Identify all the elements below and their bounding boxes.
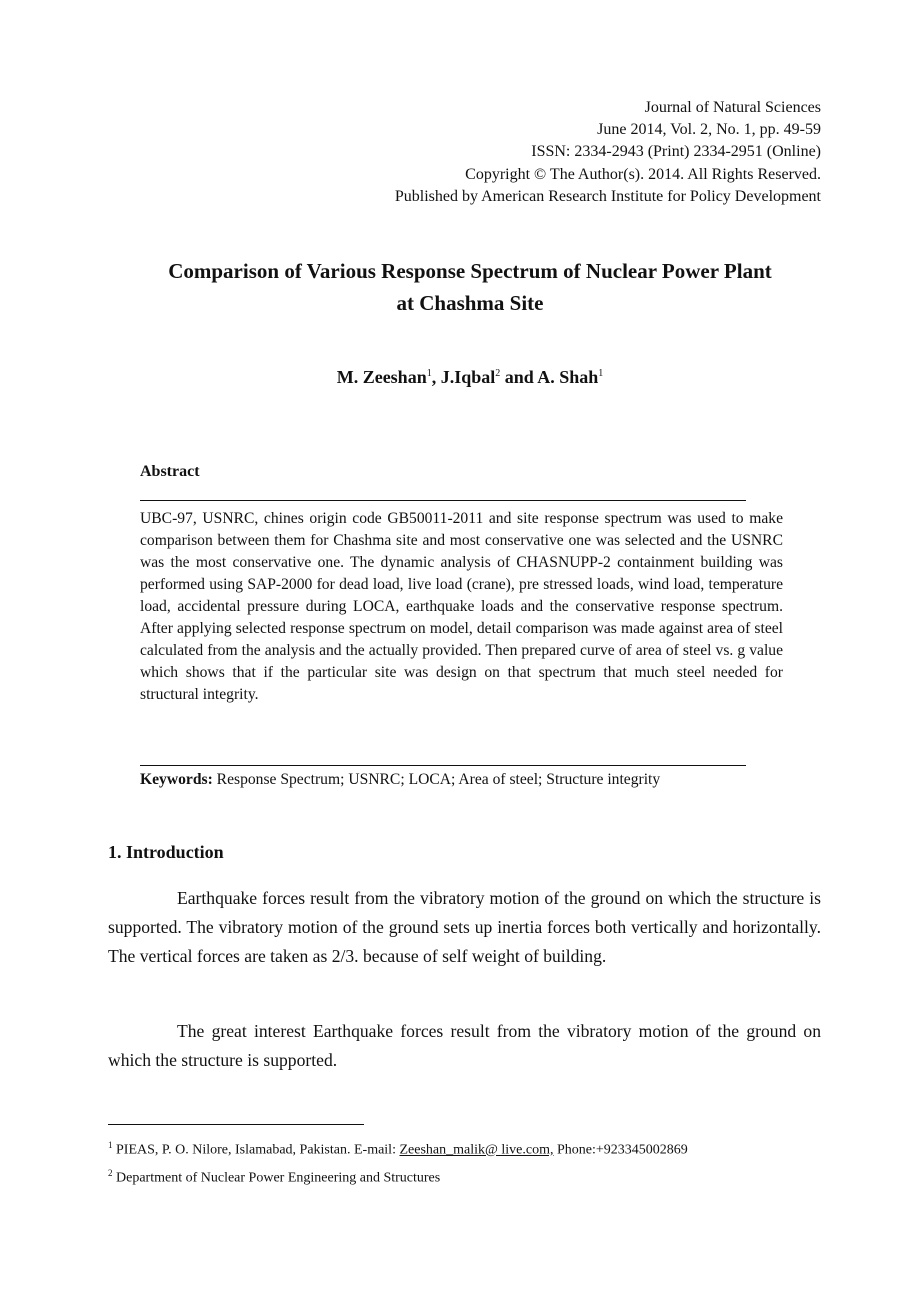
footnote-1-text: PIEAS, P. O. Nilore, Islamabad, Pakistan. E-mail: bbox=[112, 1142, 400, 1158]
author-list bbox=[60, 367, 880, 388]
keywords-label: Keywords: bbox=[140, 771, 213, 788]
footnote-marker: 1 bbox=[108, 1140, 113, 1150]
author-name: J.Iqbal bbox=[440, 367, 496, 387]
intro-paragraph-1: Earthquake forces result from the vibratory motion of the ground on which the structure is supported. The vibratory motion of the ground sets up inertia forces both vertically and horizontally. The vertical forces are taken as 2/3. because of self weight of building. bbox=[108, 888, 821, 966]
intro-paragraph-2: The great interest Earthquake forces result from the vibratory motion of the ground on which the structure is supported. bbox=[108, 1021, 821, 1070]
footnote-marker: 2 bbox=[108, 1167, 113, 1178]
footnote-1 bbox=[108, 1134, 688, 1162]
issn: ISSN: 2334-2943 (Print) 2334-2951 (Online) bbox=[531, 143, 821, 161]
affiliation-marker: 1 bbox=[598, 368, 604, 379]
abstract-body: UBC-97, USNRC, chines origin code GB50011-2011 and site response spectrum was used to make comparison between them for Chashma site and most conservative one was selected and the USNRC was the most conservative one. The dynamic analysis of CHASNUPP-2 containment building was performed using SAP-2000 for dead load, live load (crane), pre stressed loads, wind load, temperature load, accidental pressure during LOCA, earthquake loads and the conservative response spectrum. After applying selected response spectrum on model, detail comparison was made against area of steel calculated from the analysis and the actually provided. Then prepared curve of area of steel vs. g value which shows that if the particular site was design on that spectrum that much steel needed for structural integrity. bbox=[140, 510, 783, 703]
publisher: Published by American Research Institute for Policy Development bbox=[394, 187, 821, 205]
footnotes bbox=[108, 1134, 688, 1189]
keywords bbox=[140, 771, 660, 789]
issue-info: June 2014, Vol. 2, No. 1, pp. 49-59 bbox=[597, 121, 821, 139]
footnote-1-phone: Phone:+923345002869 bbox=[553, 1142, 688, 1158]
footnote-2 bbox=[108, 1162, 688, 1190]
section-heading-introduction: 1. Introduction bbox=[108, 842, 224, 862]
author-separator: and bbox=[500, 367, 538, 387]
title-line-1: Comparison of Various Response Spectrum of Nuclear Power Plant bbox=[168, 259, 772, 283]
keywords-text: Response Spectrum; USNRC; LOCA; Area of steel; Structure integrity bbox=[216, 771, 661, 788]
journal-name: Journal of Natural Sciences bbox=[644, 99, 821, 116]
author-name: A. Shah bbox=[537, 367, 599, 387]
title-line-2: at Chashma Site bbox=[396, 291, 544, 315]
author-email-link[interactable]: Zeeshan_malik@ live.com, bbox=[399, 1142, 554, 1158]
abstract-top-rule bbox=[140, 500, 746, 501]
affiliation-marker: 2 bbox=[495, 368, 501, 379]
author-name: M. Zeeshan bbox=[336, 367, 427, 387]
affiliation-marker: 1 bbox=[426, 368, 432, 379]
footnote-rule bbox=[108, 1124, 364, 1125]
copyright: Copyright © The Author(s). 2014. All Rights Reserved. bbox=[465, 165, 821, 183]
abstract-heading: Abstract bbox=[140, 463, 200, 480]
abstract-bottom-rule bbox=[140, 765, 746, 766]
footnote-2-text: Department of Nuclear Power Engineering and Structures bbox=[112, 1170, 441, 1186]
paper-title bbox=[60, 255, 880, 319]
author-separator: , bbox=[431, 367, 441, 387]
journal-info bbox=[395, 97, 821, 208]
